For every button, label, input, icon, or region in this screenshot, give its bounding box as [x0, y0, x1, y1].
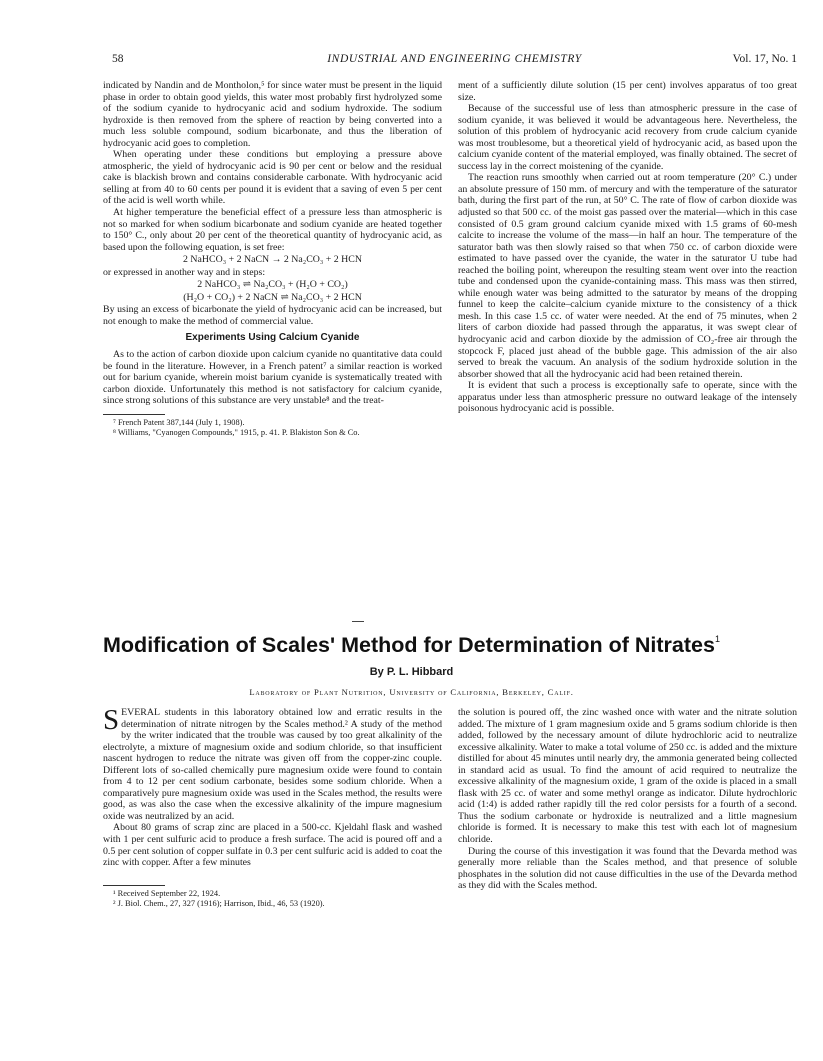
page-number: 58 — [112, 53, 124, 65]
equation: 2 NaHCO₃ + 2 NaCN → 2 Na₂CO₃ + 2 HCN — [183, 254, 362, 266]
footnote: ⁷ French Patent 387,144 (July 1, 1908). — [113, 417, 245, 427]
paragraph: indicated by Nandin and de Montholon,⁵ for since water must be present in the liquid phase in order to obtain good yields, this water most probably first hydrolyzed some of the sodium cyanide to hydrocyanic acid and sodium hydroxide. The sodium hydroxide is then removed from the sphere of reaction by being converted into a much less soluble compound, sodium bicarbonate, and thus the liberation of hydrocyanic acid goes to completion. — [103, 80, 442, 149]
footnote: ² J. Biol. Chem., 27, 327 (1916); Harrison, Ibid., 46, 53 (1920). — [113, 898, 325, 908]
paragraph: When operating under these conditions but employing a pressure above atmospheric, the yield of hydrocyanic acid is 90 per cent or below and the residual cake is blackish brown and contains considerable carbonate. With hydrocyanic acid selling at from 40 to 60 cents per pound it is evident that a saving of even 5 per cent of the acid is well worth while. — [103, 149, 442, 207]
paragraph: Because of the successful use of less than atmospheric pressure in the case of sodium cyanide, it was believed it would be advantageous here. Nevertheless, the solution of this problem of hydrocyanic acid recovery from crude calcium cyanide was most troublesome, but a theoretical yield of hydrocyanic acid, as based upon the calcium cyanide content of the material employed, was finally obtained. The secret of success lay in the correct moistening of the cyanide. — [458, 103, 797, 172]
article-title-text: Modification of Scales' Method for Determination of Nitrates — [103, 633, 715, 657]
section-heading: Experiments Using Calcium Cyanide — [185, 332, 360, 344]
paragraph: the solution is poured off, the zinc washed once with water and the nitrate solution added. The mixture of 1 gram magnesium oxide and 5 grams sodium chloride is then added, followed by the necessary amount of dilute hydrochloric acid to neutralize excessive alkalinity. Water to make a total volume of 250 cc. is added and the mixture distilled for about 45 minutes until nearly dry, the ammonia generated being collected in standard acid as usual. To find the amount of acid required to neutralize the excessive alkalinity of the magnesium oxide, 1 gram of the oxide is placed in a small flask with 25 cc. of water and some methyl orange as indicator. Dilute hydrochloric acid (1:4) is added rather rapidly till the red color persists for a fourth of a second. Thus the sodium carbonate or hydroxide is neutralized and a little magnesium chloride is formed. It is necessary to make this test with each lot of magnesium chloride. — [458, 707, 797, 846]
paragraph: It is evident that such a process is exceptionally safe to operate, since with the apparatus under less than atmospheric pressure no outward leakage of the intensely poisonous hydrocyanic acid is possible. — [458, 380, 797, 415]
article-column-right — [458, 707, 797, 892]
footnote: ⁸ Williams, "Cyanogen Compounds," 1915, p. 41. P. Blakiston Son & Co. — [113, 427, 360, 437]
article-separator — [352, 621, 364, 622]
footnote-rule — [103, 885, 165, 886]
equation: 2 NaHCO₃ ⇌ Na₂CO₃ + (H₂O + CO₂) — [197, 279, 348, 291]
paragraph: ment of a sufficiently dilute solution (15 per cent) involves apparatus of too great size. — [458, 80, 797, 103]
journal-title: INDUSTRIAL AND ENGINEERING CHEMISTRY — [327, 53, 582, 65]
article-column-left — [103, 704, 442, 909]
footnote: ¹ Received September 22, 1924. — [113, 888, 221, 898]
paragraph: About 80 grams of scrap zinc are placed in a 500-cc. Kjeldahl flask and washed with 1 per cent sulfuric acid to produce a fresh surface. The acid is poured off and a 0.5 per cent solution of copper sulfate in 0.3 per cent sulfuric acid is added to coat the zinc with copper. After a few minutes — [103, 822, 442, 869]
running-head — [112, 52, 797, 66]
footnote-rule — [103, 414, 165, 415]
affiliation: Laboratory of Plant Nutrition, University of California, Berkeley, Calif. — [249, 687, 574, 697]
byline: By P. L. Hibbard — [369, 666, 454, 678]
equation: (H₂O + CO₂) + 2 NaCN ⇌ Na₂CO₃ + 2 HCN — [183, 291, 362, 303]
drop-cap: S — [103, 704, 120, 736]
paragraph: During the course of this investigation it was found that the Devarda method was generally more reliable than the Scales method, and that presence of soluble phosphates in the solution did not cause difficulties in the use of the Devarda method as they did with the Scales method. — [458, 845, 797, 892]
paragraph: or expressed in another way and in steps: — [103, 266, 266, 278]
paragraph: By using an excess of bicarbonate the yield of hydrocyanic acid can be increased, but not enough to make the method of commercial value. — [103, 304, 442, 327]
paragraph — [103, 704, 442, 822]
paragraph: The reaction runs smoothly when carried out at room temperature (20° C.) under an absolute pressure of 150 mm. of mercury and with the temperature of the saturator bath, during the first part of the run, at 50° C. The rate of flow of carbon dioxide was adjusted so that 500 cc. of the moist gas passed over the material—which in this case consisted of 0.5 gram ground calcium cyanide mixed with 1.5 grams of 60-mesh calcite to increase the volume of the mass—in half an hour. The temperature of the saturator bath was then slowly raised so that when 750 cc. of carbon dioxide were estimated to have passed over the cyanide, the water in the saturator U tube had reached the boiling point, whereupon the resulting steam went over into the reaction tube and condensed upon the cyanide-containing mass. This mass was then stirred, while enough water was being admitted to the saturator by means of the dropping funnel to keep the calcite–calcium cyanide mixture to the consistency of a thick mesh. In this case 1.5 cc. of water were needed. At the end of 75 minutes, when 2 liters of carbon dioxide had passed through the apparatus, it was swept clear of hydrocyanic acid and carbon dioxide by the admission of CO₂-free air through the stopcock F, placed just ahead of the bubble gage. This admission of the air also served to break the vacuum. An analysis of the sodium hydroxide solution in the absorber showed that all the hydrocyanic acid had been retained therein. — [458, 172, 797, 380]
paragraph: At higher temperature the beneficial effect of a pressure less than atmospheric is not so marked for when sodium bicarbonate and sodium cyanide are heated together to 150° C., only about 20 per cent of the theoretical quantity of hydrocyanic acid, as based upon the following equation, is set free: — [103, 207, 442, 253]
title-footnote-mark: 1 — [714, 634, 720, 644]
article-title — [0, 632, 823, 658]
paragraph: As to the action of carbon dioxide upon calcium cyanide no quantitative data could be found in the literature. However, in a French patent⁷ a similar reaction is worked out for barium cyanide, wherein moist barium cyanide is systematically treated with carbon dioxide. Unfortunately this method is not satisfactory for calcium cyanide, since strong solutions of this substance are very unstable⁸ and the treat- — [103, 349, 442, 407]
prev-article-column-left — [103, 80, 442, 438]
volume-issue: Vol. 17, No. 1 — [732, 53, 797, 65]
prev-article-column-right — [458, 80, 797, 415]
paragraph-text: EVERAL students in this laboratory obtained low and erratic results in the determination of nitrate nitrogen by the Scales method.² A study of the method by the writer indicated that the trouble was caused by too great alkalinity of the electrolyte, a mixture of magnesium oxide and sodium chloride, so that insufficient nascent hydrogen to reduce the nitrate was given off from the copper-zinc couple. Different lots of so-called chemically pure magnesium oxide were found to contain from 4 to 12 per cent sodium carbonate, besides some sodium chloride. When a comparatively pure magnesium oxide was used in the Scales method, the results were good, as was also the case when the excessive alkalinity of the impure magnesium oxide was neutralized by an acid. — [103, 707, 442, 822]
